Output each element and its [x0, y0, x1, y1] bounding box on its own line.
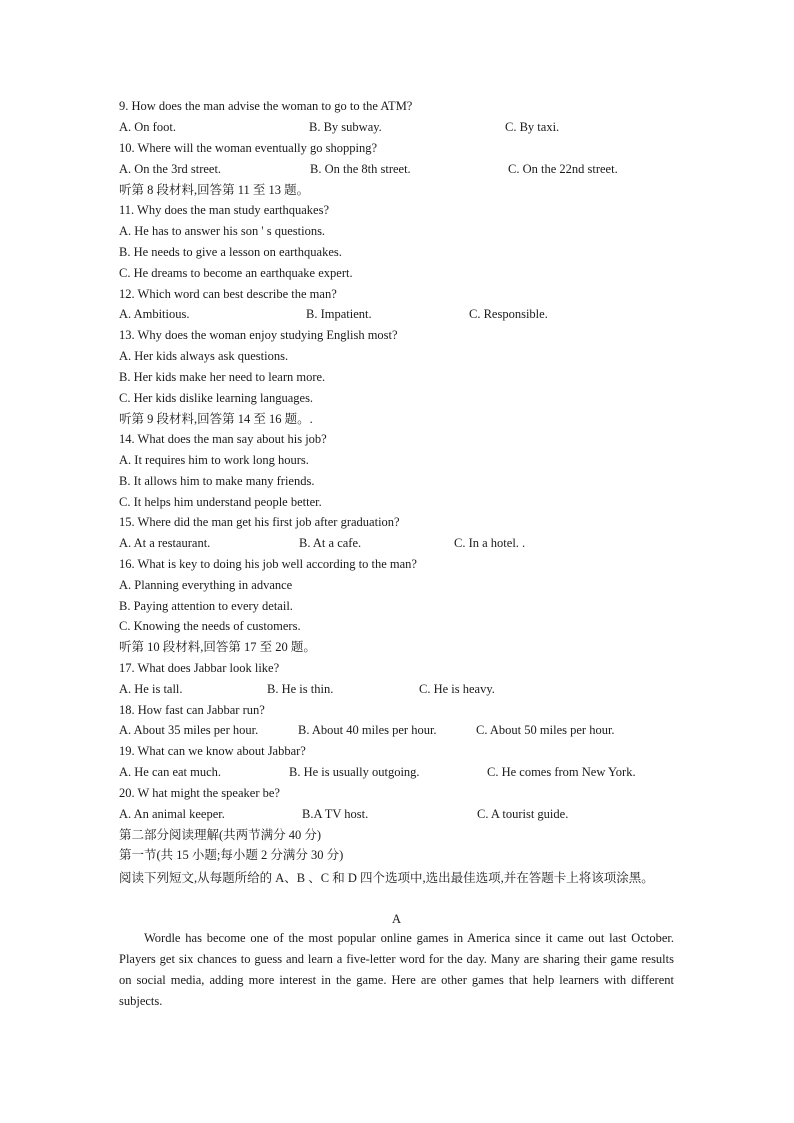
section-heading: 听第 8 段材料,回答第 11 至 13 题。 — [119, 183, 310, 197]
options-row — [119, 764, 679, 780]
option-a: A. At a restaurant. — [119, 536, 211, 550]
options-row — [119, 161, 679, 177]
option-a: A. An animal keeper. — [119, 807, 225, 821]
option-b: B. At a cafe. — [299, 536, 362, 550]
option-b: B. By subway. — [309, 120, 382, 134]
question-stem: 15. Where did the man get his first job after graduation? — [119, 515, 400, 529]
option-a: A. He is tall. — [119, 682, 183, 696]
question-stem: 9. How does the man advise the woman to go to the ATM? — [119, 99, 413, 113]
options-row — [119, 119, 679, 135]
option-b: B. He is usually outgoing. — [289, 765, 420, 779]
option-b: B. Impatient. — [306, 307, 372, 321]
options-row — [119, 722, 679, 738]
options-row — [119, 806, 679, 822]
option-c: C. He comes from New York. — [487, 765, 636, 779]
option-a: A. On the 3rd street. — [119, 162, 222, 176]
option-b: B. On the 8th street. — [310, 162, 411, 176]
section-heading: 听第 10 段材料,回答第 17 至 20 题。 — [119, 640, 316, 654]
option-c: C. By taxi. — [505, 120, 560, 134]
answer-option: A. He has to answer his son ' s questions. — [119, 224, 326, 238]
answer-option: A. Planning everything in advance — [119, 578, 293, 592]
answer-option: C. Knowing the needs of customers. — [119, 619, 301, 633]
question-stem: 13. Why does the woman enjoy studying English most? — [119, 328, 398, 342]
passage-paragraph: Wordle has become one of the most popular online games in America since it came out last October. Players get six chances to guess and learn a five-letter word for the day. Many are sharing their game results on social media, adding more interest in the game. Here are other games that help learners with different subjects. — [119, 931, 674, 1008]
options-row — [119, 535, 679, 551]
option-c: C. On the 22nd street. — [508, 162, 618, 176]
option-a: A. On foot. — [119, 120, 176, 134]
answer-option: B. He needs to give a lesson on earthquakes. — [119, 245, 342, 259]
question-stem: 20. W hat might the speaker be? — [119, 786, 280, 800]
question-stem: 16. What is key to doing his job well according to the man? — [119, 557, 417, 571]
question-stem: 14. What does the man say about his job? — [119, 432, 327, 446]
question-stem: 19. What can we know about Jabbar? — [119, 744, 306, 758]
section-heading: 听第 9 段材料,回答第 14 至 16 题。. — [119, 412, 313, 426]
section-heading: 第二部分阅读理解(共两节满分 40 分) — [119, 828, 322, 842]
section-heading: 第一节(共 15 小题;每小题 2 分满分 30 分) — [119, 848, 344, 862]
options-row — [119, 681, 679, 697]
question-stem: 11. Why does the man study earthquakes? — [119, 203, 330, 217]
option-c: C. He is heavy. — [419, 682, 495, 696]
answer-option: C. He dreams to become an earthquake expert. — [119, 266, 353, 280]
answer-option: B. Paying attention to every detail. — [119, 599, 293, 613]
option-b: B. About 40 miles per hour. — [298, 723, 437, 737]
answer-option: A. Her kids always ask questions. — [119, 349, 289, 363]
question-stem: 12. Which word can best describe the man? — [119, 287, 337, 301]
question-stem: 18. How fast can Jabbar run? — [119, 703, 265, 717]
options-row — [119, 306, 679, 322]
reading-instruction: 阅读下列短文,从每题所给的 A、B 、C 和 D 四个选项中,选出最佳选项,并在答题卡上将该项涂黑。 — [119, 871, 654, 885]
option-c: C. About 50 miles per hour. — [476, 723, 615, 737]
option-b: B. He is thin. — [267, 682, 334, 696]
question-stem: 17. What does Jabbar look like? — [119, 661, 280, 675]
answer-option: A. It requires him to work long hours. — [119, 453, 309, 467]
answer-option: B. Her kids make her need to learn more. — [119, 370, 326, 384]
passage-section-letter: A — [391, 912, 402, 926]
option-c: C. In a hotel. . — [454, 536, 526, 550]
answer-option: B. It allows him to make many friends. — [119, 474, 315, 488]
answer-option: C. Her kids dislike learning languages. — [119, 391, 314, 405]
option-c: C. Responsible. — [469, 307, 548, 321]
option-a: A. Ambitious. — [119, 307, 190, 321]
option-a: A. About 35 miles per hour. — [119, 723, 259, 737]
option-c: C. A tourist guide. — [477, 807, 569, 821]
question-stem: 10. Where will the woman eventually go shopping? — [119, 141, 378, 155]
option-b: B.A TV host. — [302, 807, 369, 821]
answer-option: C. It helps him understand people better. — [119, 495, 322, 509]
option-a: A. He can eat much. — [119, 765, 222, 779]
